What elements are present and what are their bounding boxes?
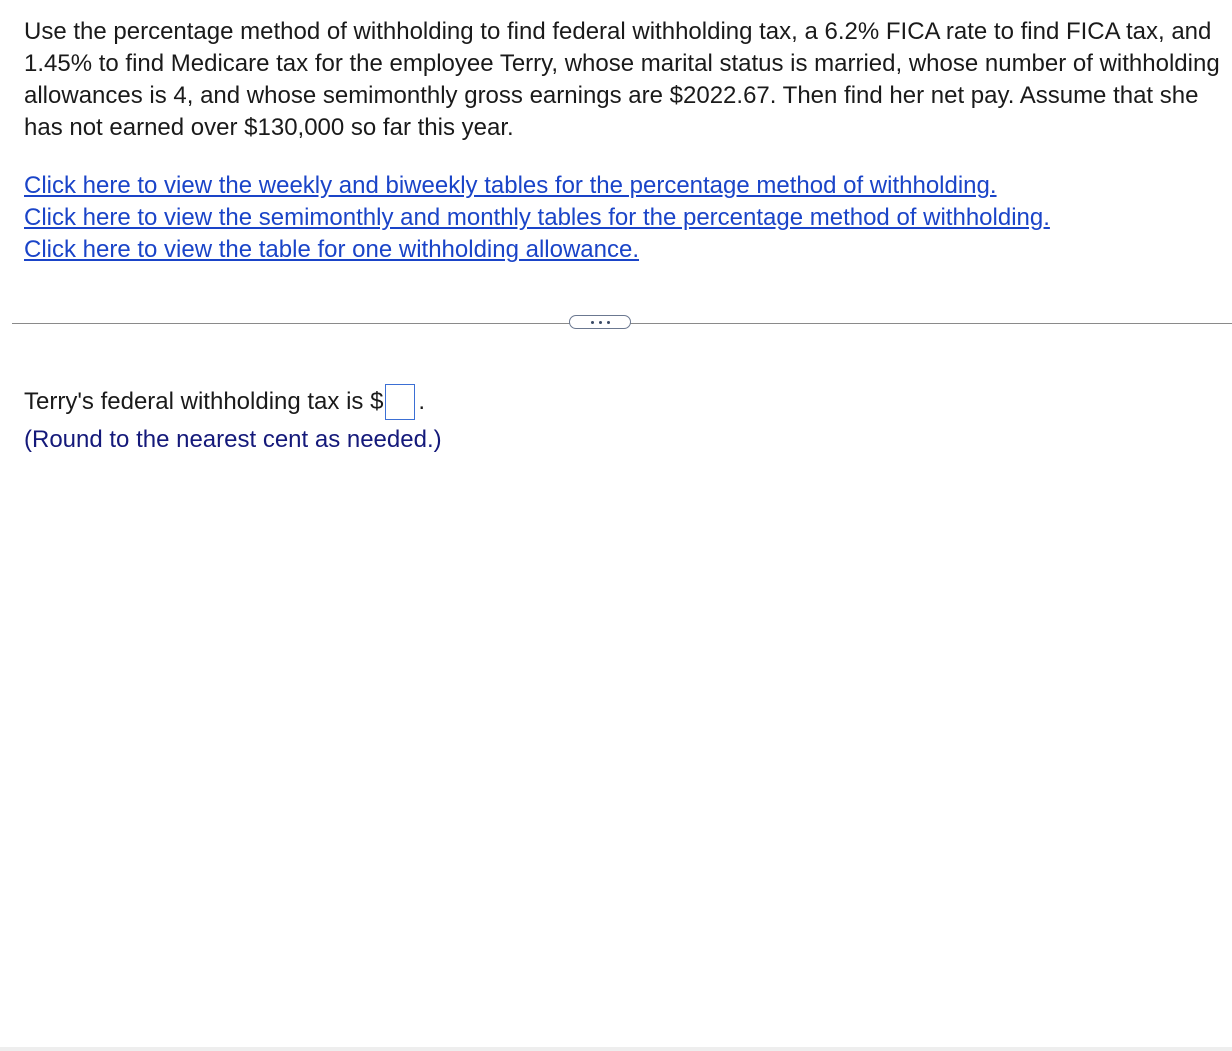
withholding-tax-input[interactable]	[385, 384, 415, 420]
ellipsis-dot-icon	[607, 321, 610, 324]
rounding-hint: (Round to the nearest cent as needed.)	[24, 426, 442, 453]
answer-prefix: Terry's federal withholding tax is $	[24, 388, 384, 415]
ellipsis-dot-icon	[599, 321, 602, 324]
more-options-button[interactable]	[569, 315, 631, 329]
answer-suffix: .	[418, 388, 426, 415]
answer-row	[24, 383, 425, 421]
ellipsis-dot-icon	[591, 321, 594, 324]
table-links	[24, 170, 1050, 266]
semimonthly-monthly-tables-link[interactable]: Click here to view the semimonthly and monthly tables for the percentage method of withholding.	[24, 204, 1050, 231]
problem-statement: Use the percentage method of withholding to find federal withholding tax, a 6.2% FICA rate to find FICA tax, and 1.45% to find Medicare tax for the employee Terry, whose marital status is married, whose number of withholding allowances is 4, and whose semimonthly gross earnings are $2022.67. Then find her net pay. Assume that she has not earned over $130,000 so far this year.	[24, 18, 1220, 141]
bottom-bar	[0, 1047, 1232, 1051]
one-allowance-table-link[interactable]: Click here to view the table for one withholding allowance.	[24, 236, 640, 263]
weekly-biweekly-tables-link[interactable]: Click here to view the weekly and biweekly tables for the percentage method of withholding.	[24, 172, 997, 199]
